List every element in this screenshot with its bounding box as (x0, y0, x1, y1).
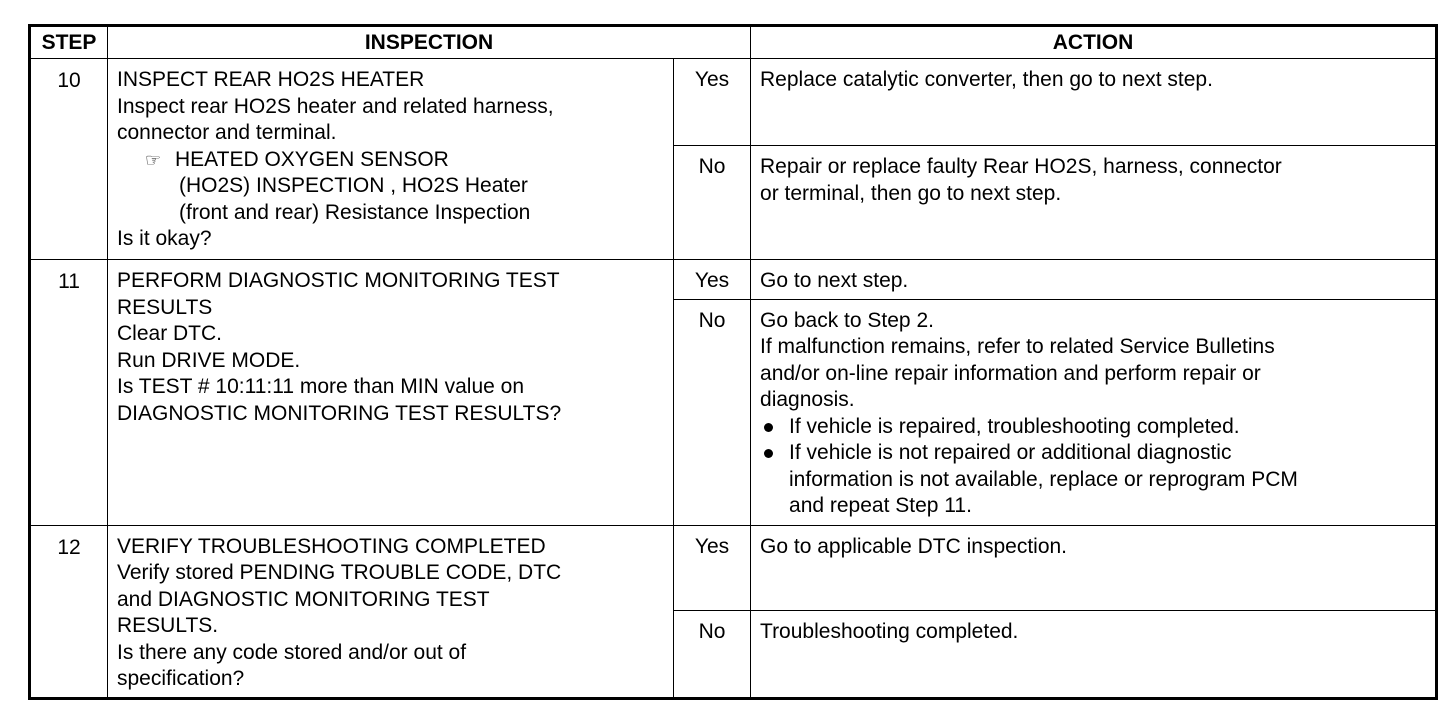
bullet-item (760, 440, 1427, 520)
step-number: 10 (30, 59, 108, 260)
no-label: No (674, 146, 751, 260)
no-action (751, 146, 1437, 260)
bullet-text: and repeat Step 11. (789, 494, 972, 517)
action-text: Go to next step. (760, 269, 909, 292)
inspection-text: Run DRIVE MODE. (117, 348, 301, 372)
action-text: Go back to Step 2. (760, 308, 934, 332)
reference-text: (front and rear) Resistance Inspection (179, 200, 531, 224)
action-text: If malfunction remains, refer to related Service Bulletins (760, 335, 1275, 358)
bullet-item (760, 414, 1427, 441)
inspection-cell (108, 260, 674, 526)
inspection-cell (108, 525, 674, 698)
action-text: Replace catalytic converter, then go to next step. (760, 68, 1213, 91)
step-number: 12 (30, 525, 108, 698)
action-text: Troubleshooting completed. (760, 620, 1019, 644)
reference-text: (HO2S) INSPECTION , HO2S Heater (179, 174, 528, 197)
inspection-question: specification? (117, 667, 245, 690)
inspection-question: DIAGNOSTIC MONITORING TEST RESULTS? (117, 401, 562, 425)
yes-action (751, 525, 1437, 611)
diagnostic-table-container (28, 24, 1435, 692)
bullet-text: information is not available, replace or reprogram PCM (789, 467, 1298, 491)
step-number: 11 (30, 260, 108, 526)
inspection-text: connector and terminal. (117, 121, 337, 144)
inspection-text: Inspect rear HO2S heater and related harness, (117, 94, 554, 118)
action-text: Go to applicable DTC inspection. (760, 534, 1068, 558)
step-12-yes-row (30, 525, 1437, 611)
inspection-title: INSPECT REAR HO2S HEATER (117, 68, 425, 91)
inspection-question: Is there any code stored and/or out of (117, 640, 467, 664)
header-row (30, 26, 1437, 59)
no-label: No (674, 299, 751, 525)
action-text: diagnosis. (760, 388, 855, 411)
action-text: Repair or replace faulty Rear HO2S, harness, connector (760, 155, 1282, 178)
step-10-yes-row (30, 59, 1437, 146)
header-step: STEP (30, 26, 108, 59)
no-label: No (674, 611, 751, 698)
inspection-question: Is TEST # 10:11:11 more than MIN value on (117, 375, 524, 398)
yes-action (751, 260, 1437, 300)
action-bullet-list (760, 414, 1427, 520)
no-action (751, 611, 1437, 698)
inspection-text: Clear DTC. (117, 322, 223, 345)
reference-text: HEATED OXYGEN SENSOR (175, 147, 449, 171)
header-action: ACTION (751, 26, 1437, 59)
inspection-text: and DIAGNOSTIC MONITORING TEST (117, 587, 490, 611)
yes-action (751, 59, 1437, 146)
yes-label: Yes (674, 260, 751, 300)
step-11-yes-row (30, 260, 1437, 300)
action-text: and/or on-line repair information and perform repair or (760, 361, 1261, 385)
pointing-hand-icon: ☞ (145, 149, 162, 170)
no-action (751, 299, 1437, 525)
inspection-question: Is it okay? (117, 227, 212, 250)
inspection-cell (108, 59, 674, 260)
inspection-title: RESULTS (117, 295, 213, 319)
yes-label: Yes (674, 59, 751, 146)
action-text: or terminal, then go to next step. (760, 181, 1062, 205)
inspection-text: Verify stored PENDING TROUBLE CODE, DTC (117, 561, 562, 584)
inspection-title: VERIFY TROUBLESHOOTING COMPLETED (117, 534, 546, 558)
reference-link[interactable] (117, 147, 665, 174)
yes-label: Yes (674, 525, 751, 611)
inspection-title: PERFORM DIAGNOSTIC MONITORING TEST (117, 269, 560, 292)
bullet-text: If vehicle is not repaired or additional diagnostic (789, 441, 1232, 464)
diagnostic-table (28, 24, 1438, 700)
inspection-text: RESULTS. (117, 614, 219, 637)
header-inspection: INSPECTION (108, 26, 751, 59)
bullet-text: If vehicle is repaired, troubleshooting completed. (789, 414, 1240, 438)
